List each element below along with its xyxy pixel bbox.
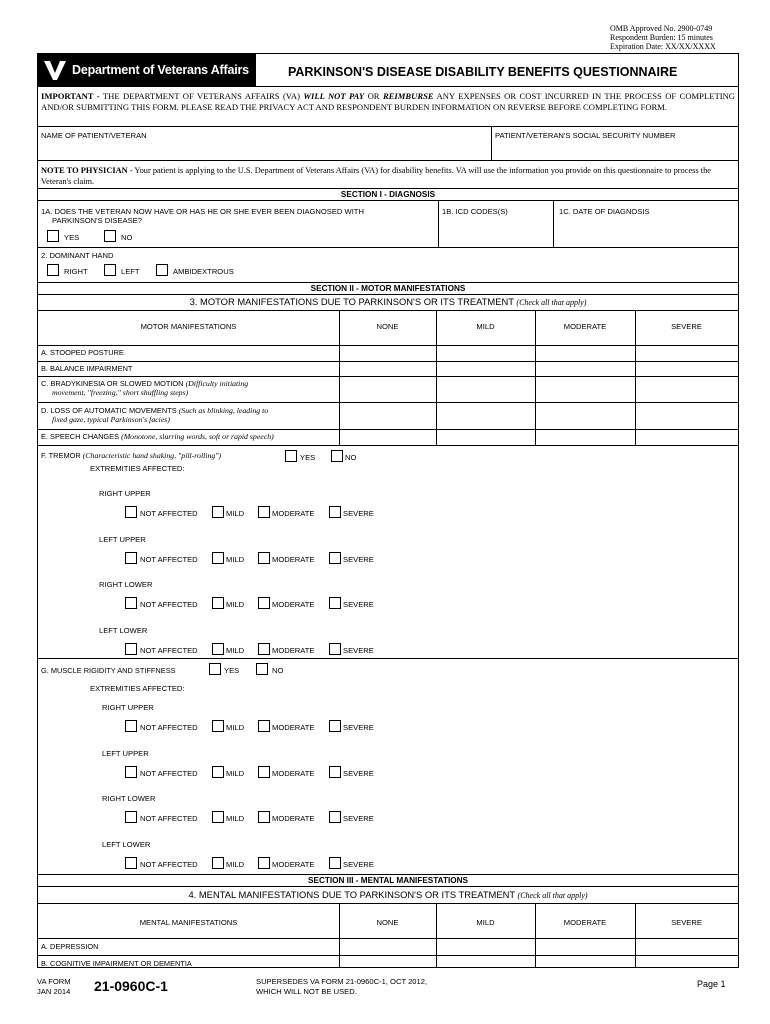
- divider: [553, 200, 554, 247]
- rigidity-not-affected-checkbox[interactable]: [125, 766, 137, 778]
- rigidity-mild-checkbox[interactable]: [212, 857, 224, 869]
- tremor-yes-label: YES: [300, 453, 316, 462]
- q1b-label: 1B. ICD CODES(S): [442, 207, 508, 216]
- divider: [491, 126, 492, 160]
- form-title: PARKINSON'S DISEASE DISABILITY BENEFITS QUESTIONNAIRE: [288, 65, 678, 79]
- divider: [38, 445, 738, 446]
- section-1-title: SECTION I - DIAGNOSIS: [340, 190, 436, 199]
- rigidity-mild-checkbox[interactable]: [212, 720, 224, 732]
- tremor-limb-label: RIGHT LOWER: [99, 580, 153, 589]
- footer-date: JAN 2014: [37, 987, 71, 996]
- motor-row-c: [41, 379, 248, 388]
- tremor-yes-checkbox[interactable]: [285, 450, 297, 462]
- tremor-severe-label: SEVERE: [343, 554, 374, 564]
- rigidity-not-affected-checkbox[interactable]: [125, 811, 137, 823]
- footer-page-number: Page 1: [697, 979, 726, 989]
- rigidity-yes-label: YES: [224, 666, 240, 675]
- mental-row-b: B. COGNITIVE IMPAIRMENT OR DEMENTIA: [41, 959, 192, 968]
- rigidity-severe-label: SEVERE: [343, 859, 374, 869]
- tremor-severe-checkbox[interactable]: [329, 597, 341, 609]
- q1a-yes-label: YES: [64, 233, 80, 242]
- tremor-moderate-label: MODERATE: [272, 645, 315, 655]
- mental-col-severe: SEVERE: [671, 918, 702, 927]
- divider: [339, 903, 340, 968]
- q1a-label: 1A. DOES THE VETERAN NOW HAVE OR HAS HE OR SHE EVER BEEN DIAGNOSED WITH: [41, 207, 364, 216]
- important-text-2: OR: [364, 91, 383, 101]
- tremor-extremities-label: EXTREMITIES AFFECTED:: [90, 464, 185, 473]
- rigidity-moderate-label: MODERATE: [272, 768, 315, 778]
- rigidity-severe-label: SEVERE: [343, 814, 374, 823]
- q3-text: 3. MOTOR MANIFESTATIONS DUE TO PARKINSON'S OR ITS TREATMENT: [189, 296, 517, 307]
- rigidity-moderate-checkbox[interactable]: [258, 811, 270, 823]
- tremor-moderate-label: MODERATE: [272, 554, 315, 564]
- rigidity-extremities-label: EXTREMITIES AFFECTED:: [90, 684, 185, 693]
- tremor-note: (Characteristic hand shaking, "pill-rolling"): [82, 451, 222, 460]
- patient-name-label: NAME OF PATIENT/VETERAN: [41, 131, 147, 140]
- q1a-yes-checkbox[interactable]: [47, 230, 59, 242]
- motor-row-c-cont: [52, 388, 188, 397]
- divider: [436, 310, 437, 445]
- divider: [38, 160, 738, 161]
- tremor-not-affected-checkbox[interactable]: [125, 552, 137, 564]
- omb-info: [610, 24, 716, 51]
- divider: [38, 294, 738, 295]
- tremor-not-affected-label: NOT AFFECTED: [140, 554, 198, 564]
- q1a-no-label: NO: [121, 233, 133, 242]
- divider: [38, 247, 738, 248]
- tremor-severe-checkbox[interactable]: [329, 506, 341, 518]
- q1c-label: 1C. DATE OF DIAGNOSIS: [559, 207, 650, 216]
- rigidity-moderate-label: MODERATE: [272, 723, 315, 732]
- divider: [38, 345, 738, 346]
- footer-va-form: VA FORM: [37, 977, 71, 986]
- dominant-hand-left-checkbox[interactable]: [104, 264, 116, 276]
- tremor-no-checkbox[interactable]: [331, 450, 343, 462]
- rigidity-moderate-label: MODERATE: [272, 814, 315, 823]
- q3-title: [38, 296, 738, 307]
- divider: [38, 86, 738, 87]
- motor-row-d-note: (Such as blinking, leading to: [178, 406, 269, 415]
- motor-row-d-note-2: fixed gaze, typical Parkinson's facies): [52, 415, 170, 424]
- tremor-mild-label: MILD: [226, 554, 245, 564]
- rigidity-not-affected-label: NOT AFFECTED: [140, 859, 198, 869]
- rigidity-limb-label: LEFT LOWER: [102, 839, 151, 849]
- rigidity-moderate-checkbox[interactable]: [258, 720, 270, 732]
- omb-respondent-burden: Respondent Burden: 15 minutes: [610, 33, 713, 42]
- rigidity-no-checkbox[interactable]: [256, 663, 268, 675]
- rigidity-severe-checkbox[interactable]: [329, 720, 341, 732]
- divider: [38, 126, 738, 127]
- rigidity-label: G. MUSCLE RIGIDITY AND STIFFNESS: [41, 666, 176, 675]
- divider: [38, 903, 738, 904]
- mental-col-mild: MILD: [476, 918, 495, 927]
- footer-supersedes-1: SUPERSEDES VA FORM 21-0960C-1, OCT 2012,: [256, 977, 428, 986]
- va-seal-icon: [42, 58, 68, 82]
- motor-col-header: MOTOR MANIFESTATIONS: [140, 322, 237, 331]
- tremor-severe-label: SEVERE: [343, 645, 374, 655]
- form-page: [37, 53, 739, 968]
- dominant-hand-left-label: LEFT: [121, 267, 140, 276]
- divider: [38, 429, 738, 430]
- rigidity-mild-checkbox[interactable]: [212, 811, 224, 823]
- divider: [635, 903, 636, 968]
- section-3-title: SECTION III - MENTAL MANIFESTATIONS: [308, 876, 468, 885]
- omb-expiration-date: Expiration Date: XX/XX/XXXX: [610, 42, 716, 51]
- rigidity-severe-label: SEVERE: [343, 723, 374, 732]
- tremor-label: [41, 451, 221, 460]
- divider: [38, 361, 738, 362]
- rigidity-yes-checkbox[interactable]: [209, 663, 221, 675]
- divider: [438, 200, 439, 247]
- patient-name-field[interactable]: [41, 142, 489, 159]
- tremor-moderate-checkbox[interactable]: [258, 552, 270, 564]
- tremor-moderate-checkbox[interactable]: [258, 506, 270, 518]
- ssn-label: PATIENT/VETERAN'S SOCIAL SECURITY NUMBER: [495, 131, 676, 140]
- tremor-limb-label: LEFT UPPER: [99, 534, 146, 544]
- tremor-limb-label: LEFT LOWER: [99, 625, 148, 635]
- motor-col-mild: MILD: [476, 322, 495, 331]
- tremor-moderate-checkbox[interactable]: [258, 597, 270, 609]
- rigidity-mild-label: MILD: [226, 768, 245, 778]
- tremor-mild-label: MILD: [226, 645, 245, 655]
- motor-col-severe: SEVERE: [671, 322, 702, 331]
- motor-row-e: [41, 432, 274, 441]
- tremor-moderate-checkbox[interactable]: [258, 643, 270, 655]
- tremor-severe-checkbox[interactable]: [329, 643, 341, 655]
- important-lead: IMPORTANT -: [41, 91, 100, 101]
- rigidity-mild-label: MILD: [226, 723, 245, 732]
- agency-name: Department of Veterans Affairs: [72, 63, 249, 77]
- rigidity-not-affected-label: NOT AFFECTED: [140, 723, 198, 732]
- tremor-mild-label: MILD: [226, 600, 245, 609]
- dominant-hand-ambidextrous-checkbox[interactable]: [156, 264, 168, 276]
- dominant-hand-right-checkbox[interactable]: [47, 264, 59, 276]
- rigidity-severe-label: SEVERE: [343, 768, 374, 778]
- motor-row-e-label: E. SPEECH CHANGES: [41, 432, 122, 441]
- va-logo: [38, 54, 256, 86]
- q4-text: 4. MENTAL MANIFESTATIONS DUE TO PARKINSON'S OR ITS TREATMENT: [188, 889, 518, 900]
- tremor-moderate-label: MODERATE: [272, 600, 315, 609]
- motor-row-e-note: (Monotone, slurring words, soft or rapid speech): [121, 432, 274, 441]
- divider: [436, 903, 437, 968]
- mental-col-none: NONE: [376, 918, 399, 927]
- divider: [535, 903, 536, 968]
- rigidity-moderate-checkbox[interactable]: [258, 857, 270, 869]
- rigidity-moderate-checkbox[interactable]: [258, 766, 270, 778]
- motor-row-c-note-2: movement, "freezing," short shuffling steps): [52, 388, 189, 397]
- divider: [38, 658, 738, 659]
- motor-row-b: B. BALANCE IMPAIRMENT: [41, 364, 133, 373]
- motor-row-d-cont: [52, 415, 170, 424]
- divider: [635, 310, 636, 445]
- tremor-text: F. TREMOR: [41, 451, 83, 460]
- mental-col-header: MENTAL MANIFESTATIONS: [139, 918, 238, 927]
- rigidity-mild-label: MILD: [226, 859, 245, 869]
- footer-form-number: 21-0960C-1: [94, 978, 168, 994]
- rigidity-limb-label: LEFT UPPER: [102, 748, 149, 758]
- tremor-not-affected-label: NOT AFFECTED: [140, 645, 198, 655]
- rigidity-moderate-label: MODERATE: [272, 859, 315, 869]
- dominant-hand-ambidextrous-label: AMBIDEXTROUS: [173, 267, 234, 276]
- q1a-no-checkbox[interactable]: [104, 230, 116, 242]
- motor-col-moderate: MODERATE: [563, 322, 607, 331]
- important-text-1: THE DEPARTMENT OF VETERANS AFFAIRS (VA): [99, 91, 304, 101]
- ssn-field[interactable]: [495, 142, 735, 159]
- motor-col-none: NONE: [376, 322, 399, 331]
- tremor-not-affected-checkbox[interactable]: [125, 597, 137, 609]
- important-notice: [41, 91, 735, 113]
- tremor-mild-label: MILD: [226, 509, 245, 518]
- mental-row-a: A. DEPRESSION: [41, 942, 99, 951]
- tremor-not-affected-label: NOT AFFECTED: [140, 509, 198, 518]
- tremor-not-affected-label: NOT AFFECTED: [140, 600, 198, 609]
- motor-row-d-label: D. LOSS OF AUTOMATIC MOVEMENTS: [41, 406, 179, 415]
- q4-title: [38, 889, 738, 900]
- footer-supersedes-2: WHICH WILL NOT BE USED.: [256, 987, 357, 996]
- rigidity-severe-checkbox[interactable]: [329, 766, 341, 778]
- important-reimburse: REIMBURSE: [382, 91, 434, 101]
- divider: [38, 938, 738, 939]
- divider: [38, 200, 738, 201]
- divider: [38, 886, 738, 887]
- omb-approval-number: OMB Approved No. 2900-0749: [610, 24, 713, 33]
- divider: [38, 188, 738, 189]
- rigidity-not-affected-label: NOT AFFECTED: [140, 814, 198, 823]
- divider: [38, 282, 738, 283]
- rigidity-severe-checkbox[interactable]: [329, 811, 341, 823]
- rigidity-mild-label: MILD: [226, 814, 245, 823]
- q2-label: 2. DOMINANT HAND: [41, 251, 114, 260]
- rigidity-not-affected-label: NOT AFFECTED: [140, 768, 198, 778]
- motor-row-c-note: (Difficulty initiating: [185, 379, 249, 388]
- note-lead: NOTE TO PHYSICIAN: [41, 166, 128, 175]
- motor-row-c-label: C. BRADYKINESIA OR SLOWED MOTION: [41, 379, 186, 388]
- tremor-severe-label: SEVERE: [343, 600, 374, 609]
- icd-codes-field[interactable]: [442, 219, 550, 245]
- divider: [535, 310, 536, 445]
- tremor-severe-label: SEVERE: [343, 509, 374, 518]
- note-text: - Your patient is applying to the U.S. Department of Veterans Affairs (VA) for disability benefits. VA will use the information you provide on this questionnaire to process the Veteran's claim.: [41, 166, 712, 186]
- note-to-physician: [41, 165, 735, 187]
- important-will-not-pay: WILL NOT PAY: [303, 91, 365, 101]
- tremor-not-affected-checkbox[interactable]: [125, 506, 137, 518]
- divider: [38, 402, 738, 403]
- rigidity-limb-label: RIGHT UPPER: [102, 703, 154, 712]
- dominant-hand-right-label: RIGHT: [64, 267, 88, 276]
- tremor-mild-checkbox[interactable]: [212, 552, 224, 564]
- motor-row-a: A. STOOPED POSTURE: [41, 348, 124, 357]
- tremor-mild-checkbox[interactable]: [212, 643, 224, 655]
- important-text-3: ANY EXPENSES OR COST INCURRED IN THE PROCESS OF COMPLETING AND/OR SUBMITTING THIS FORM. PLEASE READ THE PRIVACY ACT AND RESPONDENT BURDEN INFORMATION ON REVERSE BEFORE COMPLETING FORM.: [41, 91, 735, 112]
- q1a-label-cont: PARKINSON'S DISEASE?: [52, 216, 142, 225]
- q3-note: (Check all that apply): [516, 298, 587, 307]
- divider: [38, 955, 738, 956]
- tremor-mild-checkbox[interactable]: [212, 597, 224, 609]
- tremor-moderate-label: MODERATE: [272, 509, 315, 518]
- divider: [339, 310, 340, 445]
- divider: [38, 376, 738, 377]
- tremor-severe-checkbox[interactable]: [329, 552, 341, 564]
- rigidity-no-label: NO: [272, 666, 284, 675]
- tremor-no-label: NO: [345, 453, 357, 462]
- rigidity-not-affected-checkbox[interactable]: [125, 720, 137, 732]
- tremor-mild-checkbox[interactable]: [212, 506, 224, 518]
- q4-note: (Check all that apply): [517, 891, 588, 900]
- rigidity-not-affected-checkbox[interactable]: [125, 857, 137, 869]
- motor-row-d: [41, 406, 268, 415]
- tremor-limb-label: RIGHT UPPER: [99, 489, 151, 498]
- rigidity-mild-checkbox[interactable]: [212, 766, 224, 778]
- tremor-not-affected-checkbox[interactable]: [125, 643, 137, 655]
- rigidity-limb-label: RIGHT LOWER: [102, 794, 156, 803]
- rigidity-severe-checkbox[interactable]: [329, 857, 341, 869]
- divider: [38, 874, 738, 875]
- diagnosis-date-field[interactable]: [559, 219, 735, 245]
- divider: [38, 310, 738, 311]
- section-2-title: SECTION II - MOTOR MANIFESTATIONS: [310, 284, 466, 293]
- mental-col-moderate: MODERATE: [563, 918, 607, 927]
